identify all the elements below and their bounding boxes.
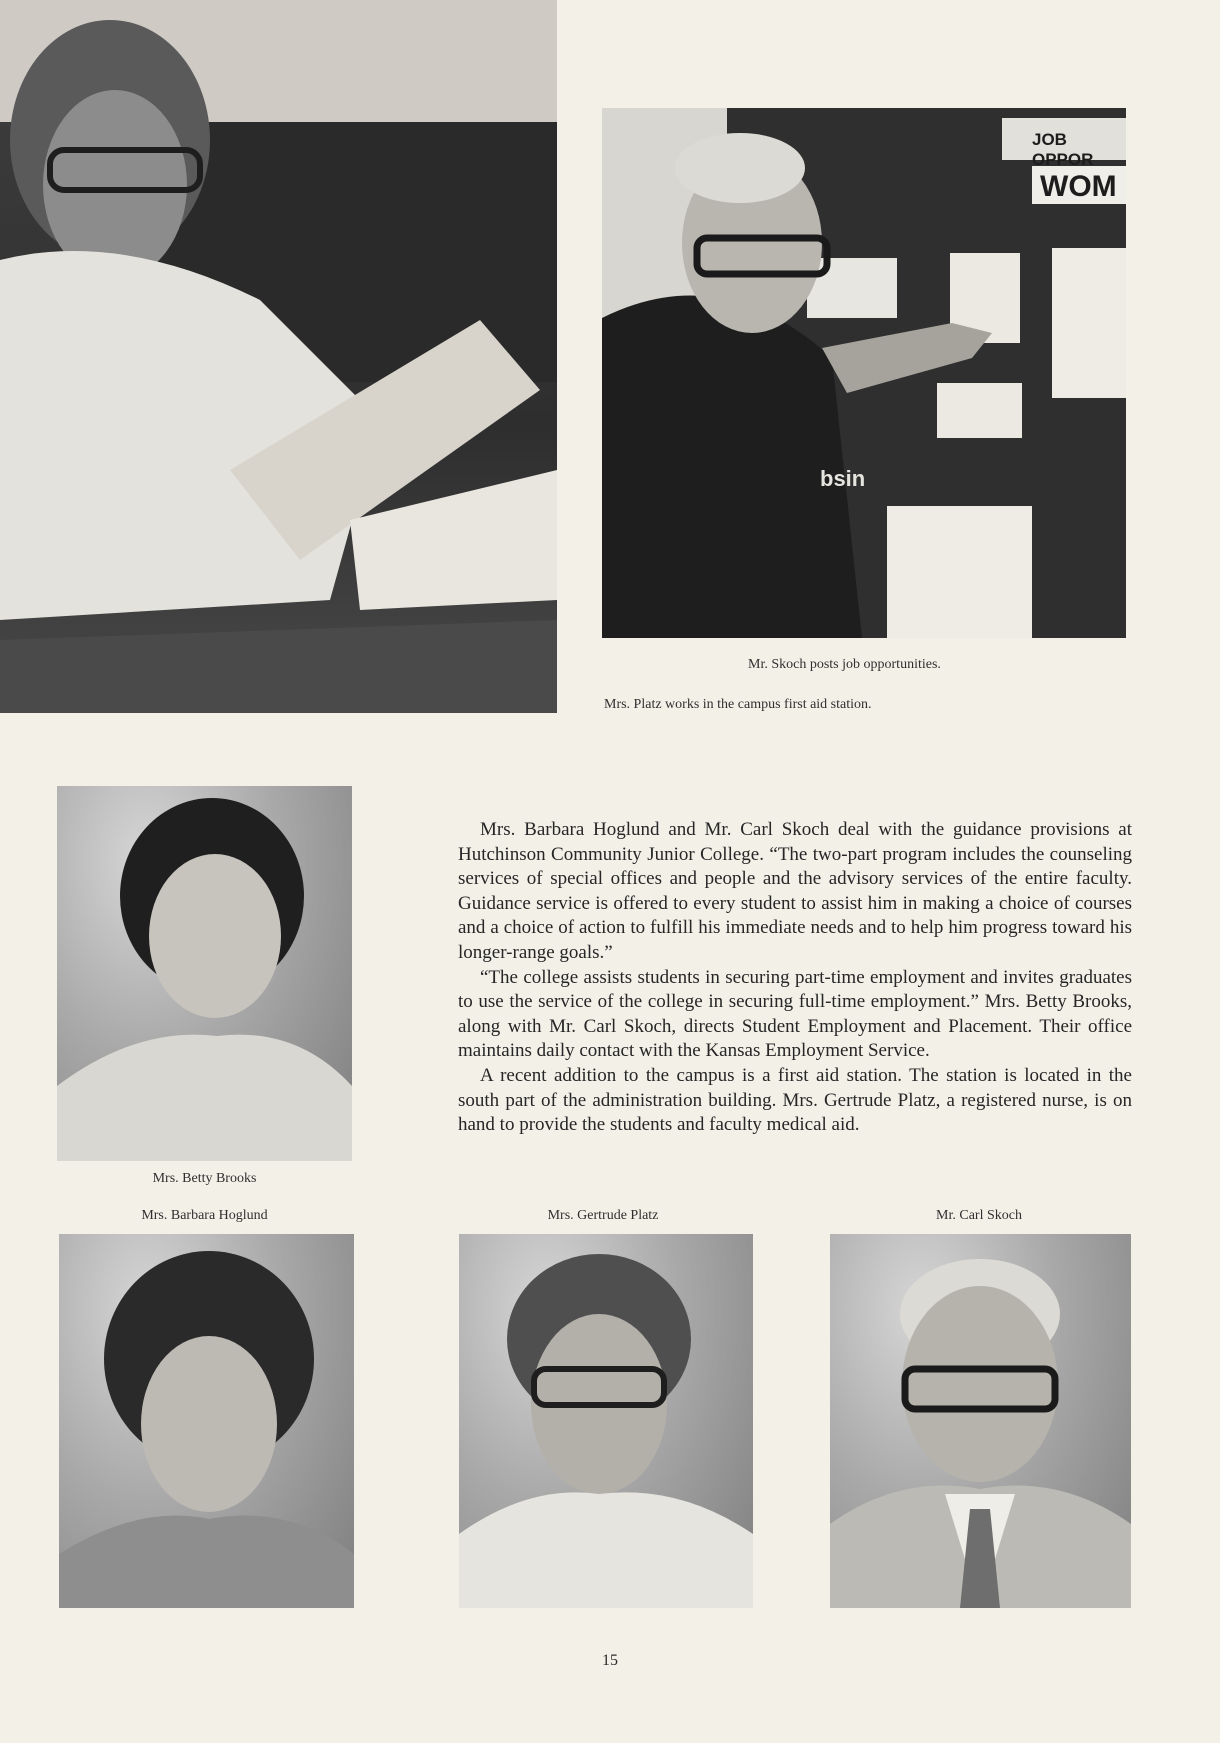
article-paragraph: Mrs. Barbara Hoglund and Mr. Carl Skoch deal with the guidance provisions at Hutchinson Community Junior College. “The two-part program includes the counseling services of special offices and people and the advisory services of the entire faculty. Guidance service is offered to every student to assist him in making a choice of courses and a choice of action to fulfill his immediate needs and to help him progress toward his longer-range goals.” [458,819,1132,963]
photo-platz-at-desk [0,0,557,713]
caption-betty-brooks: Mrs. Betty Brooks [152,1171,257,1186]
job-board-subheader-sign: WOM [1040,170,1117,203]
portrait-barbara-hoglund [59,1234,354,1608]
caption-skoch-posts: Mr. Skoch posts job opportunities. [748,657,941,672]
article-body [458,818,1132,1138]
portrait-gertrude-platz [459,1234,753,1608]
portrait-carl-skoch [830,1234,1131,1608]
job-board-header-sign: JOB OPPOR [1032,130,1094,169]
caption-gertrude-platz: Mrs. Gertrude Platz [547,1208,659,1223]
caption-platz-works: Mrs. Platz works in the campus first aid station. [604,697,872,712]
portrait-barbara-hoglund-figure [59,1234,354,1608]
caption-carl-skoch: Mr. Carl Skoch [936,1208,1022,1223]
job-board-poster-text: bsin [820,466,866,491]
portrait-carl-skoch-figure [830,1234,1131,1608]
photo-skoch-at-board [602,108,1126,638]
portrait-gertrude-platz-figure [459,1234,753,1608]
photo-platz-at-desk-figure [0,0,557,713]
caption-barbara-hoglund: Mrs. Barbara Hoglund [141,1208,268,1223]
article-paragraph: “The college assists students in securing part-time employment and invites graduates to use the service of the college in securing full-time employment.” Mrs. Betty Brooks, along with Mr. Carl Skoch, directs Student Employment and Placement. Their office maintains daily contact with the Kansas Employment Service. [458,966,1132,1062]
article-paragraph: A recent addition to the campus is a first aid station. The station is located in the south part of the administration building. Mrs. Gertrude Platz, a registered nurse, is on hand to provide the students and faculty medical aid. [458,1064,1132,1136]
portrait-betty-brooks-figure [57,786,352,1161]
page-number: 15 [602,1652,618,1669]
portrait-betty-brooks [57,786,352,1161]
